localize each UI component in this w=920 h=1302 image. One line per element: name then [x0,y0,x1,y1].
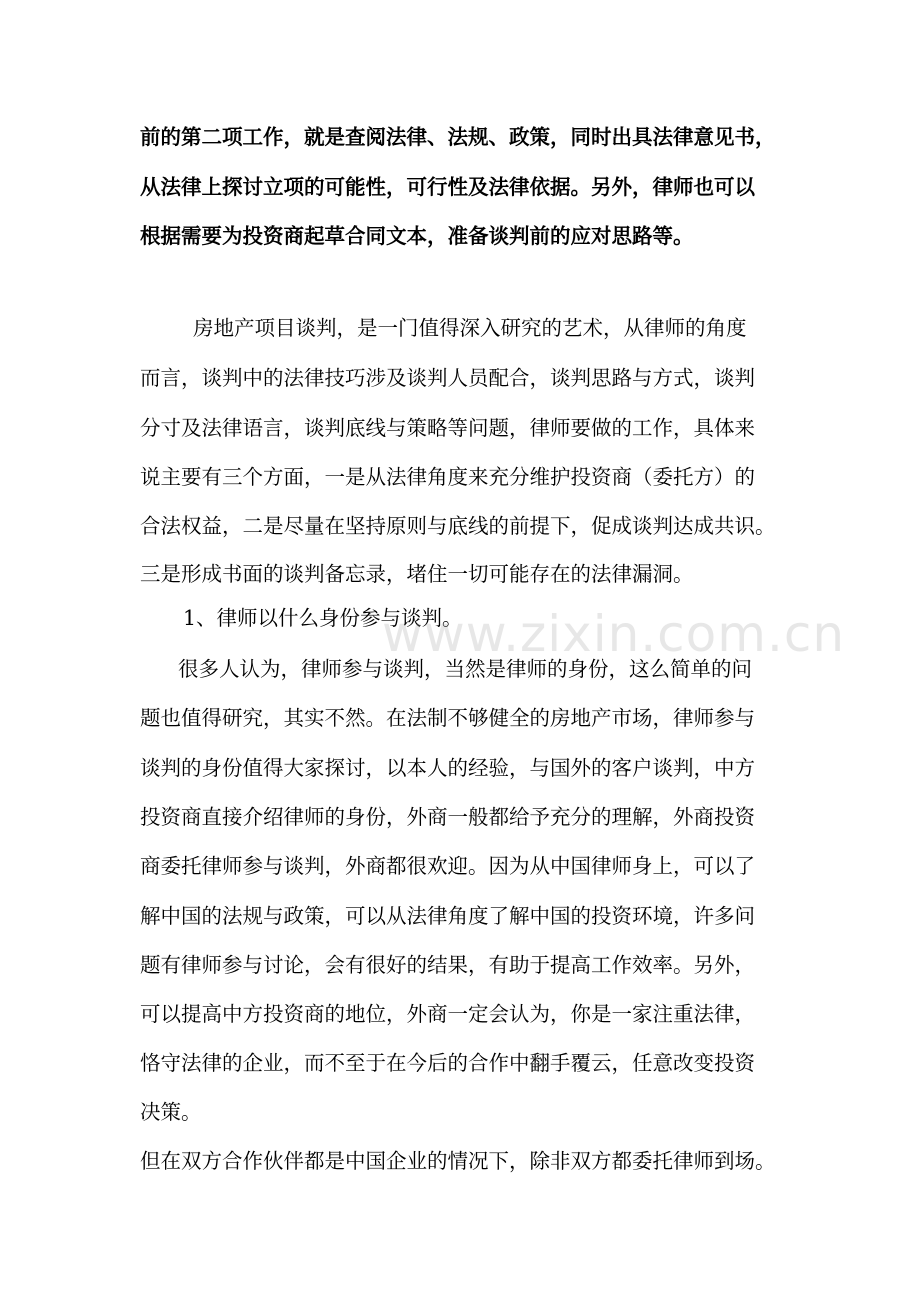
paragraph-line: 三是形成书面的谈判备忘录，堵住一切可能存在的法律漏洞。 [140,562,694,586]
intro-line: 从法律上探讨立项的可能性，可行性及法律依据。另外，律师也可以 [140,175,755,199]
paragraph-line: 商委托律师参与谈判，外商都很欢迎。因为从中国律师身上，可以了 [140,854,755,878]
site-watermark: www.zixin.com.cn [382,605,846,663]
paragraph-line: 房地产项目谈判，是一门值得深入研究的艺术，从律师的角度 [193,316,747,340]
paragraph-line: 说主要有三个方面，一是从法律角度来充分维护投资商（委托方）的 [140,465,755,489]
paragraph-line: 谈判的身份值得大家探讨，以本人的经验，与国外的客户谈判，中方 [140,756,755,780]
paragraph-line: 而言，谈判中的法律技巧涉及谈判人员配合，谈判思路与方式，谈判 [140,366,755,390]
paragraph-line: 投资商直接介绍律师的身份，外商一般都给予充分的理解，外商投资 [140,805,755,829]
intro-line: 前的第二项工作，就是查阅法律、法规、政策，同时出具法律意见书， [140,125,776,149]
paragraph-line: 但在双方合作伙伴都是中国企业的情况下，除非双方都委托律师到场。 [140,1149,776,1173]
paragraph-line: 解中国的法规与政策，可以从法律角度了解中国的投资环境，许多问 [140,904,755,928]
paragraph-line: 恪守法律的企业，而不至于在今后的合作中翻手覆云，任意改变投资 [140,1051,755,1075]
paragraph-line: 合法权益，二是尽量在坚持原则与底线的前提下，促成谈判达成共识。 [140,514,776,538]
paragraph-line: 题有律师参与讨论，会有很好的结果，有助于提高工作效率。另外， [140,953,755,977]
section-heading: 1、律师以什么身份参与谈判。 [183,606,463,630]
paragraph-line: 很多人认为，律师参与谈判，当然是律师的身份，这么简单的问 [178,657,752,681]
paragraph-line: 题也值得研究，其实不然。在法制不够健全的房地产市场，律师参与 [140,706,755,730]
paragraph-line: 分寸及法律语言，谈判底线与策略等问题，律师要做的工作，具体来 [140,416,755,440]
paragraph-line: 可以提高中方投资商的地位，外商一定会认为，你是一家注重法律， [140,1002,755,1026]
intro-line: 根据需要为投资商起草合同文本，准备谈判前的应对思路等。 [140,224,694,248]
paragraph-line: 决策。 [140,1100,202,1124]
